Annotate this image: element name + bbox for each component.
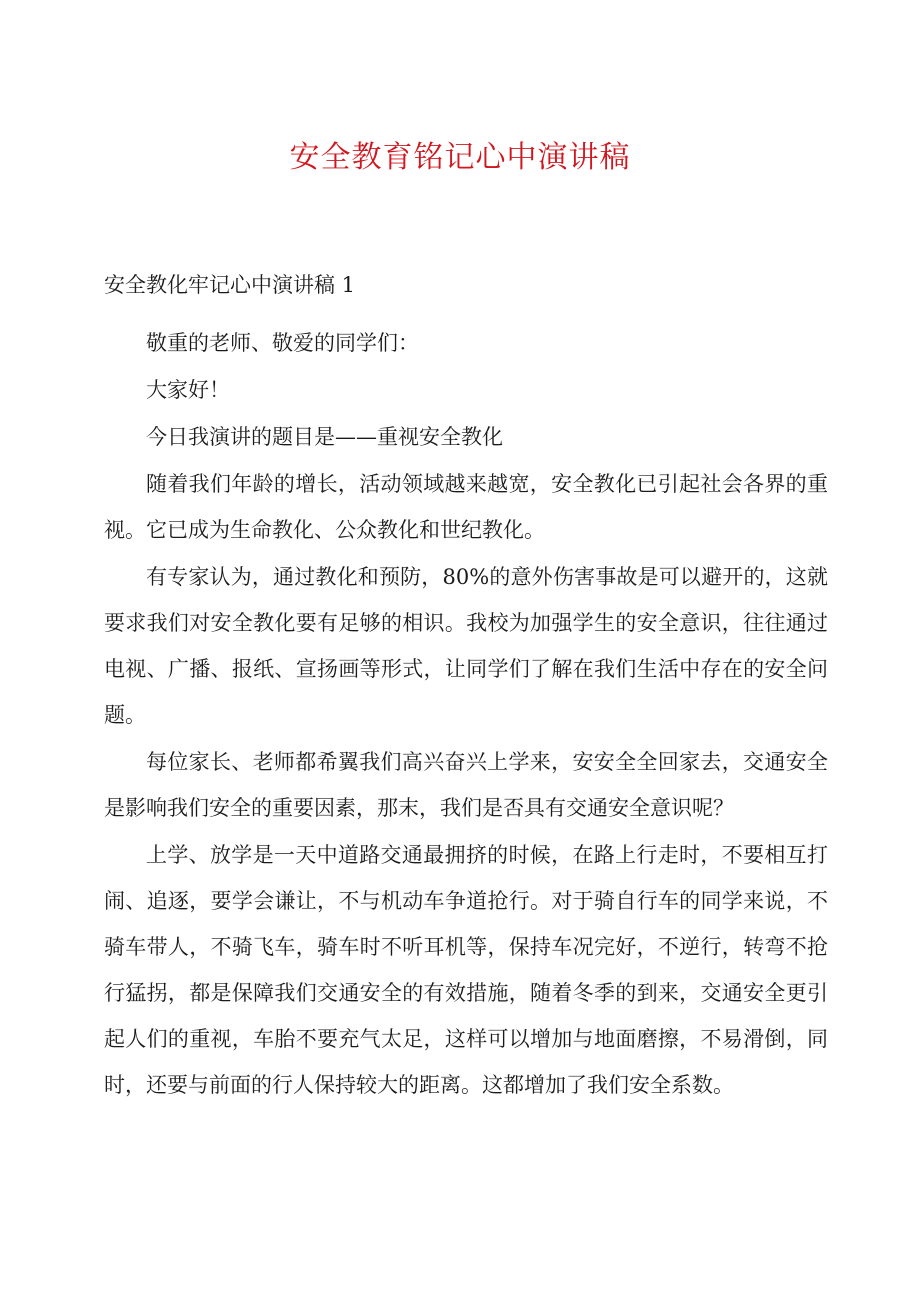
document-title: 安全教育铭记心中演讲稿 [289,140,631,175]
section-heading: 安全教化牢记心中演讲稿 1 [104,273,356,297]
paragraph-greeting-audience: 敬重的老师、敬爱的同学们： [146,331,419,355]
paragraph-topic: 今日我演讲的题目是——重视安全教化 [146,425,503,449]
paragraph-hello: 大家好！ [146,378,230,402]
document-body [104,270,828,1108]
paragraph-body: 随着我们年龄的增长，活动领域越来越宽，安全教化已引起社会各界的重视。它已成为生命教化、公众教化和世纪教化。 [104,472,828,542]
paragraph-body: 有专家认为，通过教化和预防，80%的意外伤害事故是可以避开的，这就要求我们对安全教化要有足够的相识。我校为加强学生的安全意识，往往通过电视、广播、报纸、宣扬画等形式，让同学们了解在我们生活中存在的安全问题。 [104,565,828,727]
paragraph-body: 上学、放学是一天中道路交通最拥挤的时候，在路上行走时，不要相互打闹、追逐，要学会谦让，不与机动车争道抢行。对于骑自行车的同学来说，不骑车带人，不骑飞车，骑车时不听耳机等，保持车况完好，不逆行，转弯不抢行猛拐，都是保障我们交通安全的有效措施，随着冬季的到来，交通安全更引起人们的重视，车胎不要充气太足，这样可以增加与地面磨擦，不易滑倒，同时，还要与前面的行人保持较大的距离。这都增加了我们安全系数。 [104,843,828,1097]
paragraph-body: 每位家长、老师都希翼我们高兴奋兴上学来，安安全全回家去，交通安全是影响我们安全的重要因素，那末，我们是否具有交通安全意识呢？ [104,750,828,820]
